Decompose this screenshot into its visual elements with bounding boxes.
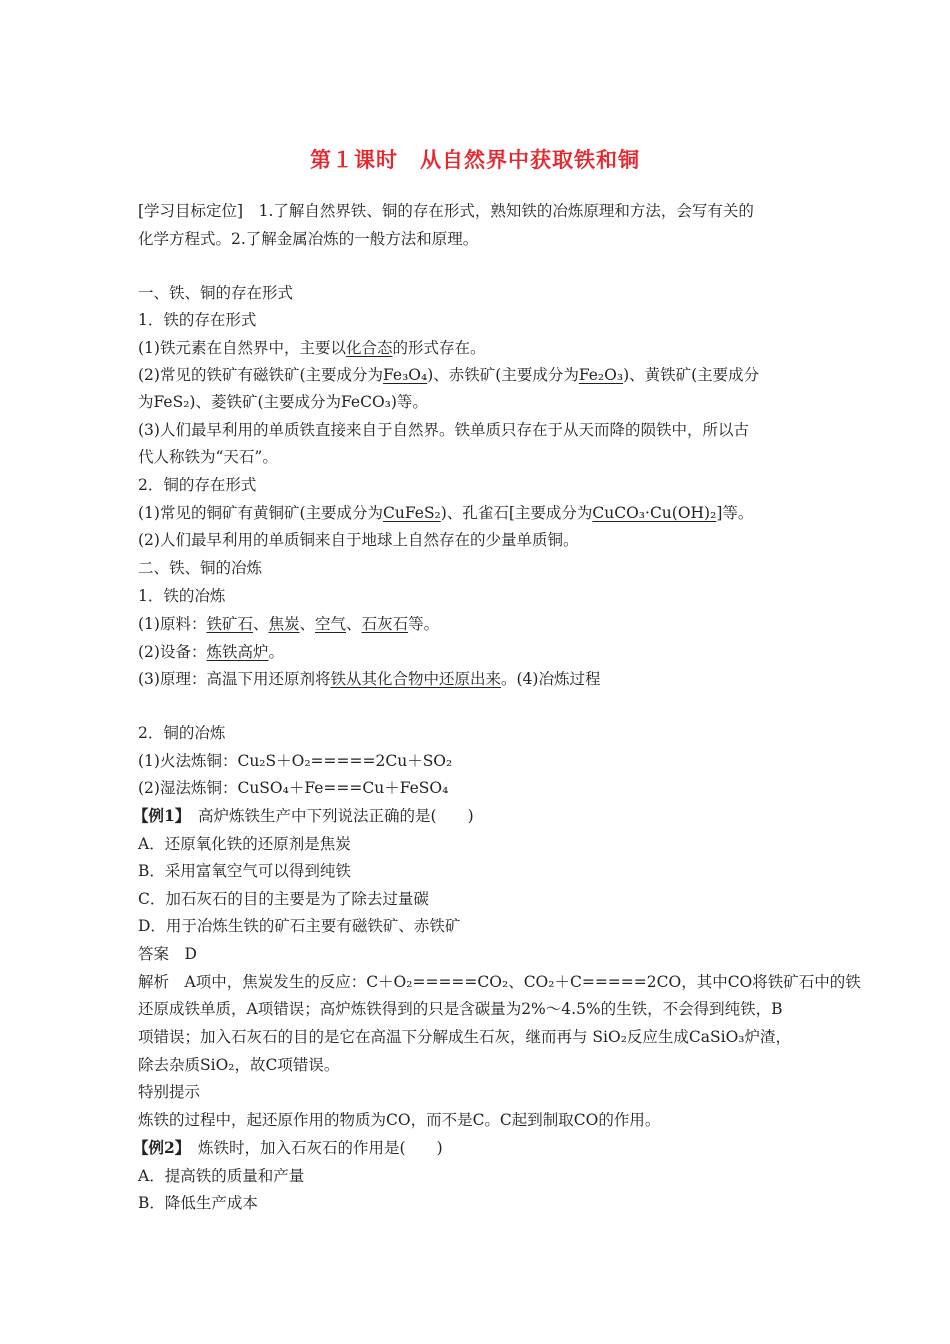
text-span: )、黄铁矿(主要成分 xyxy=(623,366,760,384)
example-1-analysis-2: 还原成铁单质，A项错误；高炉炼铁得到的只是含碳量为2%～4.5%的生铁，不会得到纯铁，B xyxy=(138,1000,783,1018)
example-1-analysis-3: 项错误；加入石灰石的目的是它在高温下分解成生石灰，继而再与 SiO₂反应生成CaSiO₃炉渣， xyxy=(138,1028,792,1046)
text-span: )、孔雀石[主要成分为 xyxy=(440,504,593,522)
blank-answer: 空气 xyxy=(315,615,347,633)
text-span: 。(4)冶炼过程 xyxy=(500,670,601,688)
example-1-analysis-4: 除去杂质SiO₂，故C项错误。 xyxy=(138,1056,340,1074)
text-span: (1)原料： xyxy=(138,615,207,633)
section-2-sub-1: 1．铁的冶炼 xyxy=(138,587,226,605)
iron-form-paragraph-3b: 代人称铁为“天石”。 xyxy=(138,448,278,466)
text-span: 的形式存在。 xyxy=(392,339,486,357)
blank-answer: 铁矿石 xyxy=(206,615,253,633)
section-1-sub-2: 2．铜的存在形式 xyxy=(138,476,257,494)
example-1-option-b: B．采用富氧空气可以得到纯铁 xyxy=(138,862,351,880)
example-1-answer: 答案 D xyxy=(138,945,197,963)
example-tag: 【例2】 xyxy=(133,1138,183,1157)
text-span: (2)常见的铁矿有磁铁矿(主要成分为 xyxy=(138,366,384,384)
text-span: 等。 xyxy=(408,615,440,633)
blank-answer: 化合态 xyxy=(345,339,393,357)
text-span: (3)原理：高温下用还原剂将 xyxy=(138,670,331,688)
separator: 、 xyxy=(252,615,269,633)
example-2-option-b: B．降低生产成本 xyxy=(138,1194,258,1212)
section-2-sub-2: 2．铜的冶炼 xyxy=(138,724,226,742)
iron-smelting-equipment xyxy=(138,642,284,662)
text-span: ]等。 xyxy=(716,504,754,522)
iron-form-paragraph-3: (3)人们最早利用的单质铁直接来自于自然界。铁单质只存在于从天而降的陨铁中，所以古 xyxy=(138,421,749,439)
text-span: (1)常见的铜矿有黄铜矿(主要成分为 xyxy=(138,504,384,522)
separator: 、 xyxy=(299,615,316,633)
blank-answer: 炼铁高炉 xyxy=(206,643,269,661)
iron-form-paragraph-2 xyxy=(138,365,759,385)
section-1-sub-1: 1．铁的存在形式 xyxy=(138,311,257,329)
blank-answer: CuFeS₂ xyxy=(383,504,441,522)
learning-goal-line-1: [学习目标定位] 1.了解自然界铁、铜的存在形式，熟知铁的冶炼原理和方法，会写有关的 xyxy=(138,202,754,220)
copper-wet-method: (2)湿法炼铜：CuSO₄＋Fe===Cu＋FeSO₄ xyxy=(138,779,449,797)
example-1-question xyxy=(133,806,474,826)
example-1-option-a: A．还原氧化铁的还原剂是焦炭 xyxy=(138,835,351,853)
blank-answer: 石灰石 xyxy=(361,615,409,633)
section-1-heading: 一、铁、铜的存在形式 xyxy=(138,284,294,302)
copper-fire-method: (1)火法炼铜：Cu₂S＋O₂=====2Cu＋SO₂ xyxy=(138,752,453,770)
text-span: 炼铁时，加入石灰石的作用是( ) xyxy=(182,1139,443,1157)
example-2-question xyxy=(133,1138,443,1158)
copper-form-paragraph-1 xyxy=(138,503,753,523)
iron-smelting-materials xyxy=(138,614,439,634)
learning-goal-line-2: 化学方程式。2.了解金属冶炼的一般方法和原理。 xyxy=(138,230,479,248)
iron-smelting-principle xyxy=(138,669,600,689)
special-tip-heading: 特别提示 xyxy=(138,1083,201,1101)
page-title: 第１课时 从自然界中获取铁和铜 xyxy=(310,148,640,172)
example-tag: 【例1】 xyxy=(133,806,183,825)
iron-form-paragraph-1 xyxy=(138,338,486,358)
copper-form-paragraph-2: (2)人们最早利用的单质铜来自于地球上自然存在的少量单质铜。 xyxy=(138,531,579,549)
example-2-option-a: A．提高铁的质量和产量 xyxy=(138,1167,305,1185)
text-span: 。 xyxy=(268,643,284,661)
text-span: (2)设备： xyxy=(138,643,207,661)
text-span: )、赤铁矿(主要成分为 xyxy=(427,366,579,384)
separator: 、 xyxy=(346,615,362,633)
special-tip-text: 炼铁的过程中，起还原作用的物质为CO，而不是C。C起到制取CO的作用。 xyxy=(138,1111,661,1129)
example-1-option-c: C．加石灰石的目的主要是为了除去过量碳 xyxy=(138,890,429,908)
section-2-heading: 二、铁、铜的冶炼 xyxy=(138,559,263,577)
blank-answer: Fe₂O₃ xyxy=(578,366,624,384)
text-span: (1)铁元素在自然界中，主要以 xyxy=(138,339,346,357)
iron-form-paragraph-2b: 为FeS₂)、菱铁矿(主要成分为FeCO₃)等。 xyxy=(138,393,428,411)
blank-answer: 铁从其化合物中还原出来 xyxy=(330,670,501,688)
example-1-analysis-1: 解析 A项中，焦炭发生的反应：C＋O₂=====CO₂、CO₂＋C=====2CO，其中CO将铁矿石中的铁 xyxy=(138,973,861,991)
text-span: 高炉炼铁生产中下列说法正确的是( ) xyxy=(182,807,474,825)
example-1-option-d: D．用于冶炼生铁的矿石主要有磁铁矿、赤铁矿 xyxy=(138,917,461,935)
blank-answer: 焦炭 xyxy=(268,615,300,633)
blank-answer: CuCO₃·Cu(OH)₂ xyxy=(592,504,717,522)
blank-answer: Fe₃O₄ xyxy=(383,366,428,384)
